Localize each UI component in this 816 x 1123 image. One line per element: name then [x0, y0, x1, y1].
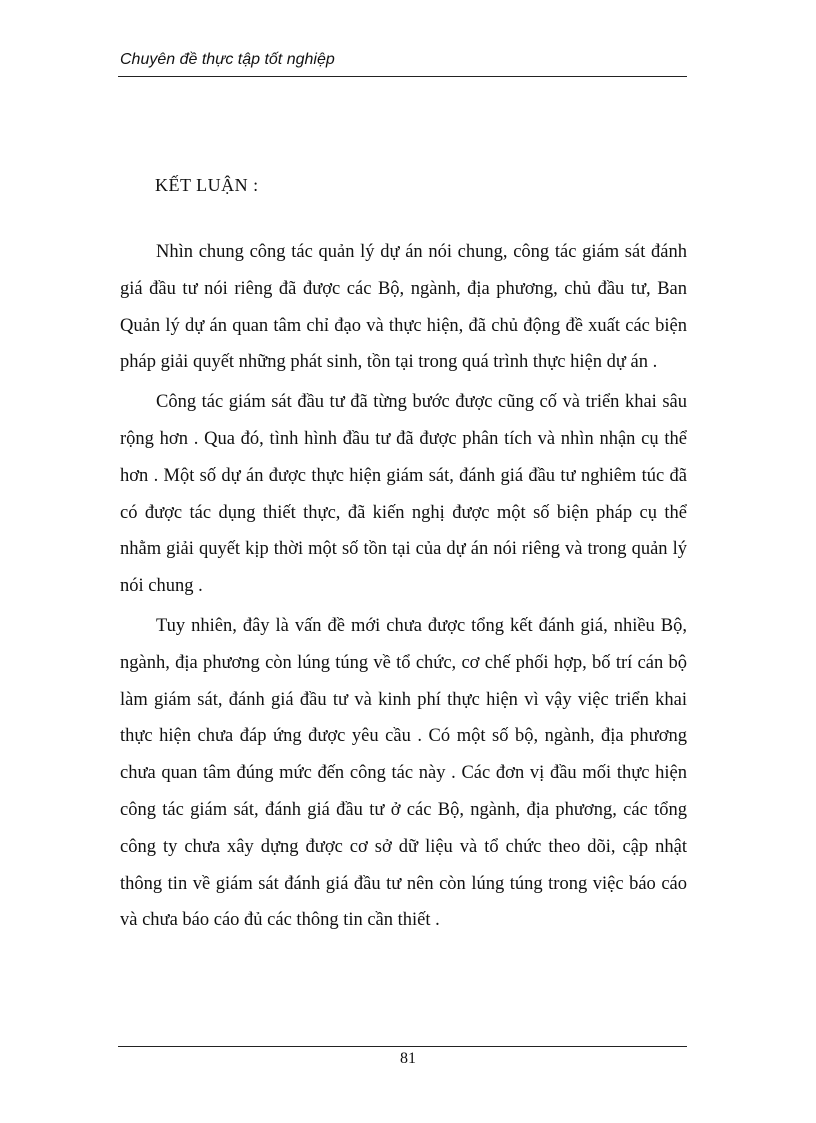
header-divider: [118, 76, 687, 77]
page-number: 81: [400, 1050, 416, 1067]
body-text: [120, 234, 687, 942]
section-heading: KẾT LUẬN :: [155, 175, 259, 195]
footer-divider: [118, 1046, 687, 1047]
paragraph: Công tác giám sát đầu tư đã từng bước được cũng cố và triển khai sâu rộng hơn . Qua đó, tình hình đầu tư đã được phân tích và nhìn nhận cụ thể hơn . Một số dự án được thực hiện giám sát, đánh giá đầu tư nghiêm túc đã có được tác dụng thiết thực, đã kiến nghị được một số biện pháp cụ thể nhằm giải quyết kịp thời một số tồn tại của dự án nói riêng và trong quản lý nói chung .: [120, 392, 687, 597]
paragraph: Tuy nhiên, đây là vấn đề mới chưa được tổng kết đánh giá, nhiều Bộ, ngành, địa phương còn lúng túng về tổ chức, cơ chế phối hợp, bố trí cán bộ làm giám sát, đánh giá đầu tư và kinh phí thực hiện vì vậy việc triển khai thực hiện chưa đáp ứng được yêu cầu . Có một số bộ, ngành, địa phương chưa quan tâm đúng mức đến công tác này . Các đơn vị đầu mối thực hiện công tác giám sát, đánh giá đầu tư ở các Bộ, ngành, địa phương, các tổng công ty chưa xây dựng được cơ sở dữ liệu và tổ chức theo dõi, cập nhật thông tin về giám sát đánh giá đầu tư nên còn lúng túng trong việc báo cáo và chưa báo cáo đủ các thông tin cần thiết .: [120, 615, 687, 931]
paragraph: Nhìn chung công tác quản lý dự án nói chung, công tác giám sát đánh giá đầu tư nói riêng đã được các Bộ, ngành, địa phương, chủ đầu tư, Ban Quản lý dự án quan tâm chỉ đạo và thực hiện, đã chủ động đề xuất các biện pháp giải quyết những phát sinh, tồn tại trong quá trình thực hiện dự án .: [120, 242, 687, 373]
running-header: Chuyên đề thực tập tốt nghiệp: [120, 51, 335, 68]
